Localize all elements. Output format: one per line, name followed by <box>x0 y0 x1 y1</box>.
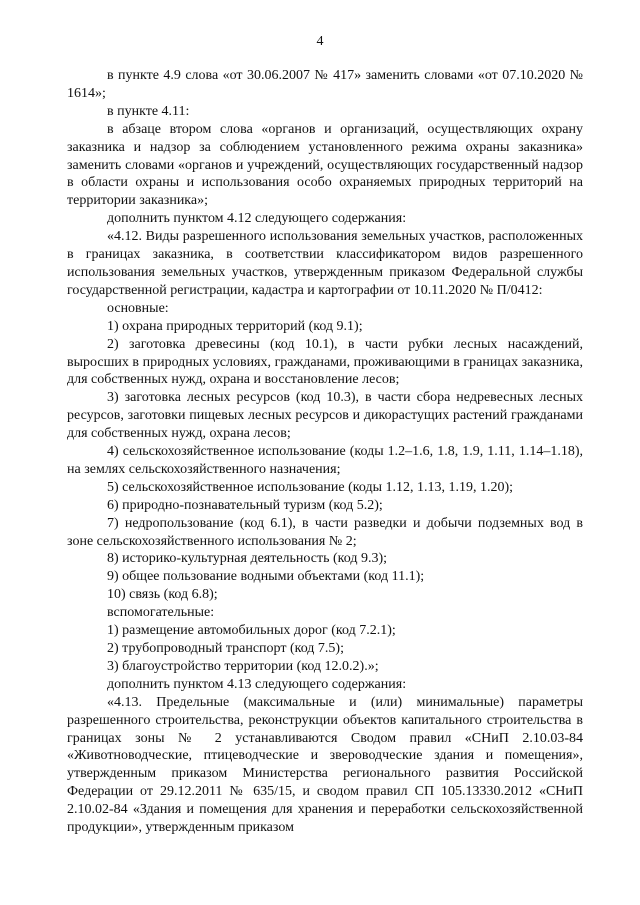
list-item-aux-2: 2) трубопроводный транспорт (код 7.5); <box>107 641 344 656</box>
list-item-main-6: 6) природно-познавательный туризм (код 5.2); <box>107 497 383 513</box>
paragraph-item-4-11: в пункте 4.11: <box>107 103 190 119</box>
list-item-main-8: 8) историко-культурная деятельность (код 9.3); <box>107 551 388 567</box>
list-item-main-10: 10) связь (код 6.8); <box>107 587 218 603</box>
list-item-main-7: 7) недропользование (код 6.1), в части разведки и добычи подземных вод в зоне сельскохозяйственного использования № 2; <box>67 515 583 549</box>
list-item-main-9: 9) общее пользование водными объектами (код 11.1); <box>107 569 425 585</box>
list-item-main-4: 4) сельскохозяйственное использование (коды 1.2–1.6, 1.8, 1.9, 1.11, 1.14–1.18), на землях сельскохозяйственного назначения; <box>67 444 583 477</box>
list-item-aux-1: 1) размещение автомобильных дорог (код 7.2.1); <box>107 623 396 639</box>
paragraph-abzac-2: в абзаце втором слова «органов и организаций, осуществляющих охрану заказника и надзор за соблюдением установленного режима охраны заказника» заменить словами «органов и учреждений, осуществляющих государственный надзор в области охраны и использования особо охраняемых природных территорий на территории заказника»; <box>67 121 583 209</box>
list-item-main-5: 5) сельскохозяйственное использование (коды 1.12, 1.13, 1.19, 1.20); <box>107 479 514 495</box>
list-heading-main: основные: <box>107 300 169 316</box>
list-item-main-1: 1) охрана природных территорий (код 9.1); <box>107 318 363 334</box>
list-item-main-3: 3) заготовка лесных ресурсов (код 10.3), в части сбора недревесных лесных ресурсов, заготовки пищевых лесных ресурсов и дикорастущих растений гражданами для собственных нужд, охрана лесов; <box>67 390 583 442</box>
paragraph-add-4-12: дополнить пунктом 4.12 следующего содержания: <box>107 211 407 227</box>
paragraph-add-4-13: дополнить пунктом 4.13 следующего содержания: <box>107 676 407 692</box>
paragraph-4-13: «4.13. Предельные (максимальные и (или) минимальные) параметры разрешенного строительства, реконструкции объектов капитального строительства в границах зоны № 2 устанавливаются Сводом правил «СНиП 2.10.03-84 «Животноводческие, птицеводческие и звероводческие здания и помещения», утвержденным приказом Министерства регионального развития Российской Федерации от 29.12.2011 № 635/15, и сводом правил СП 105.13330.2012 «СНиП 2.10.02-84 «Здания и помещения для хранения и переработки сельскохозяйственной продукции», утвержденным приказом <box>67 694 583 836</box>
paragraph-item-4-9: в пункте 4.9 слова «от 30.06.2007 № 417» заменить словами «от 07.10.2020 № 1614»; <box>67 68 583 101</box>
list-item-aux-3: 3) благоустройство территории (код 12.0.2).»; <box>107 658 379 674</box>
list-heading-auxiliary: вспомогательные: <box>107 605 215 621</box>
paragraph-4-12: «4.12. Виды разрешенного использования земельных участков, расположенных в границах заказника, в соответствии классификатором видов разрешенного использования земельных участков, утвержденным приказом Федеральной службы государственной регистрации, кадастра и картографии от 10.11.2020 № П/0412: <box>67 229 583 298</box>
page-number: 4 <box>316 34 324 49</box>
list-item-main-2: 2) заготовка древесины (код 10.1), в части рубки лесных насаждений, выросших в природных условиях, гражданами, проживающими в границах заказника, для собственных нужд, охрана и восстановление лесов; <box>67 336 583 388</box>
document-body <box>67 67 583 837</box>
